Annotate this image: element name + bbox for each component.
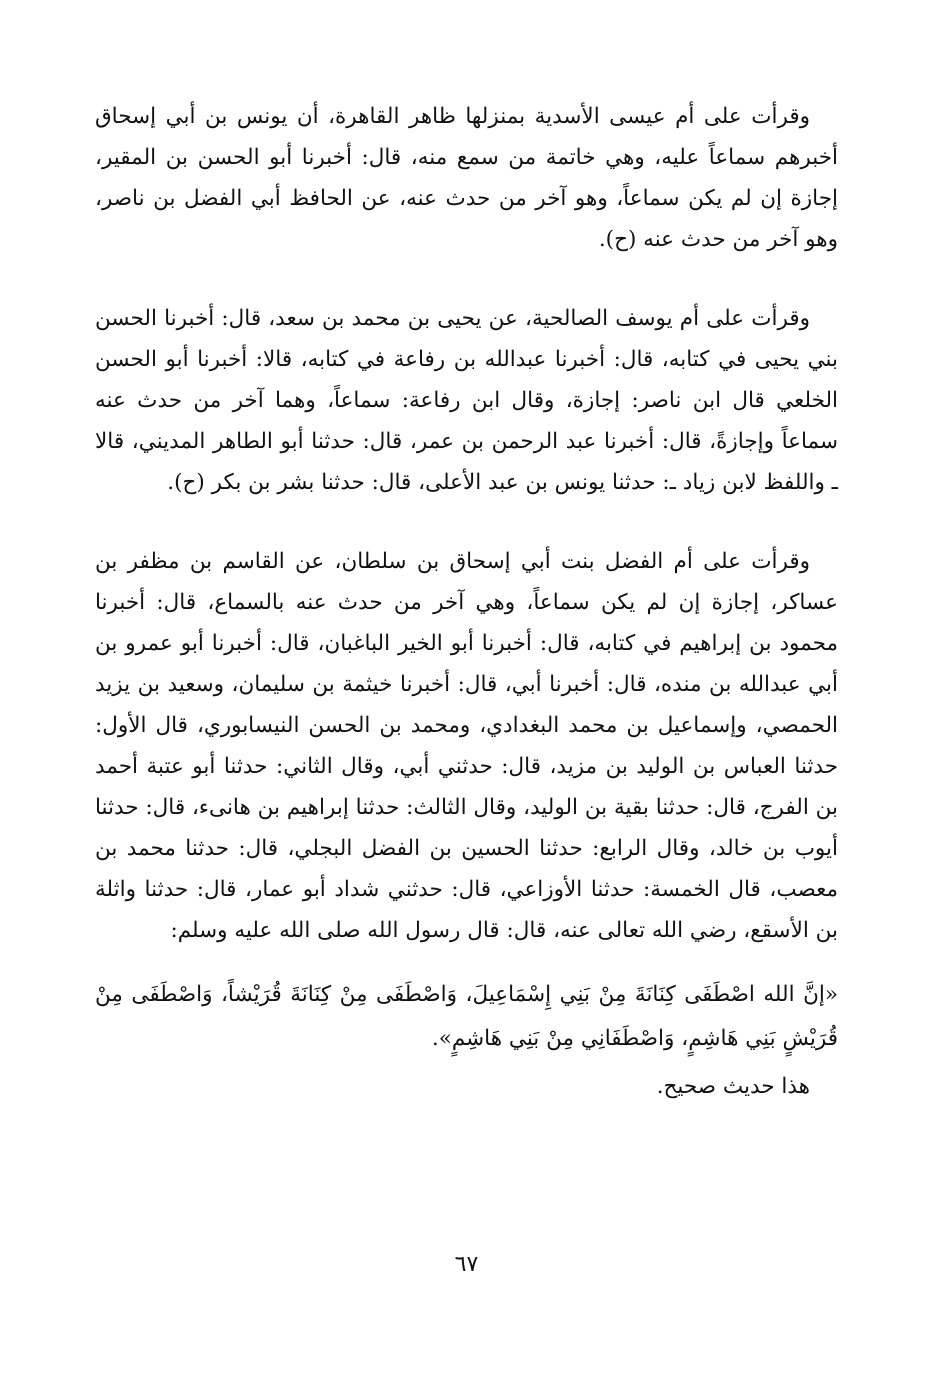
page-number: ٦٧ — [454, 1252, 479, 1277]
closing-statement: هذا حديث صحيح. — [656, 1074, 810, 1099]
hadith-quote: «إنَّ الله اصْطَفَى كِنَانَةَ مِنْ بَنِي إِسْمَاعِيلَ، وَاصْطَفَى مِنْ كِنَانَةَ قُرَيْشاً، وَاصْطَفَى مِنْ قُرَيْشٍ بَنِي هَاشِمٍ، وَاصْطَفَانِي مِنْ بَنِي هَاشِمٍ». — [95, 982, 838, 1051]
paragraph-isnad-3: وقرأت على أم الفضل بنت أبي إسحاق بن سلطان، عن القاسم بن مظفر بن عساكر، إجازة إن لم يكن سماعاً، وهي آخر من حدث عنه بالسماع، قال: أخبرنا محمود بن إبراهيم في كتابه، قال: أخبرنا أبو الخير الباغبان، قال: أخبرنا أبو عمرو بن أبي عبدالله بن منده، قال: أخبرنا أبي، قال: أخبرنا خيثمة بن سليمان، وسعيد بن يزيد الحمصي، وإسماعيل بن محمد البغدادي، ومحمد بن الحسن النيسابوري، قال الأول: حدثنا العباس بن الوليد بن مزيد، قال: حدثني أبي، وقال الثاني: حدثنا أبو عتبة أحمد بن الفرج، قال: حدثنا بقية بن الوليد، وقال الثالث: حدثنا إبراهيم بن هانىء، قال: حدثنا أيوب بن خالد، وقال الرابع: حدثنا الحسين بن الفضل البجلي، قال: حدثنا محمد بن معصب، قال الخمسة: حدثنا الأوزاعي، قال: حدثني شداد أبو عمار، قال: حدثنا واثلة بن الأسقع، رضي الله تعالى عنه، قال: قال رسول الله صلى الله عليه وسلم: — [95, 549, 838, 943]
paragraph-isnad-2: وقرأت على أم يوسف الصالحية، عن يحيى بن محمد بن سعد، قال: أخبرنا الحسن بني يحيى في كتابه، قال: أخبرنا عبدالله بن رفاعة في كتابه، قالا: أخبرنا أبو الحسن الخلعي قال ابن ناصر: إجازة، وقال ابن رفاعة: سماعاً، وهما آخر من حدث عنه سماعاً وإجازةً، قال: أخبرنا عبد الرحمن بن عمر، قال: حدثنا أبو الطاهر المديني، قالا ـ واللفظ لابن زياد ـ: حدثنا يونس بن عبد الأعلى، قال: حدثنا بشر بن بكر (ح). — [95, 306, 838, 495]
paragraph-isnad-1: وقرأت على أم عيسى الأسدية بمنزلها ظاهر القاهرة، أن يونس بن أبي إسحاق أخبرهم سماعاً عليه، وهي خاتمة من سمع منه، قال: أخبرنا أبو الحسن بن المقير، إجازة إن لم يكن سماعاً، وهو آخر من حدث عنه، عن الحافظ أبي الفضل بن ناصر، وهو آخر من حدث عنه (ح). — [95, 104, 838, 252]
